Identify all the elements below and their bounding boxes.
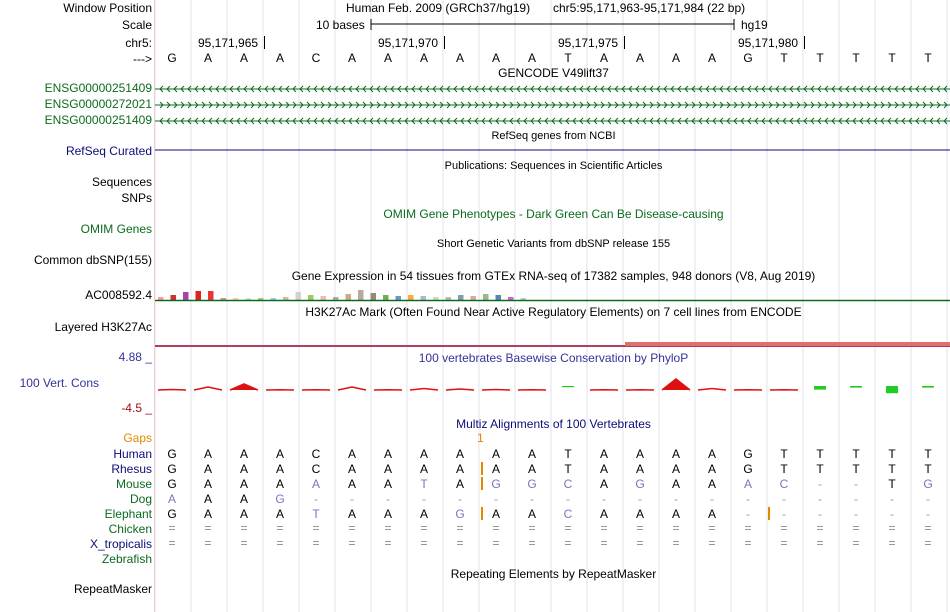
species-label[interactable]: Zebrafish <box>101 552 152 566</box>
gtex-bar[interactable] <box>308 295 314 300</box>
h3k27ac-peak[interactable] <box>625 342 950 346</box>
aligned-base: A <box>383 477 392 491</box>
aligned-base: = <box>780 522 788 536</box>
gtex-bar[interactable] <box>421 296 427 300</box>
aligned-base: - <box>782 507 786 521</box>
aligned-base: A <box>671 447 680 461</box>
aligned-base: A <box>167 492 176 506</box>
aligned-base: A <box>671 462 680 476</box>
aligned-base: = <box>276 522 284 536</box>
omim-title: OMIM Gene Phenotypes - Dark Green Can Be Disease-causing <box>383 207 724 221</box>
aligned-base: = <box>528 522 536 536</box>
gtex-bar[interactable] <box>233 298 239 300</box>
species-label[interactable]: Mouse <box>115 477 152 491</box>
ruler-tick-label: 95,171,965 <box>198 36 259 50</box>
aligned-base: = <box>708 522 716 536</box>
aligned-base: T <box>888 462 896 476</box>
aligned-base: A <box>239 462 248 476</box>
aligned-base: A <box>671 507 680 521</box>
aligned-base: A <box>419 462 428 476</box>
aligned-base: - <box>602 492 606 506</box>
base-letter: A <box>239 51 248 65</box>
aligned-base: = <box>240 522 248 536</box>
aligned-base: A <box>599 477 608 491</box>
gene-label-1[interactable]: ENSG00000251409 <box>44 81 152 95</box>
aligned-base: = <box>384 537 392 551</box>
aligned-base: A <box>635 462 644 476</box>
gtex-bar[interactable] <box>333 297 339 300</box>
base-letter: A <box>455 51 464 65</box>
aligned-base: = <box>456 522 464 536</box>
aligned-base: A <box>203 492 212 506</box>
insertion-tick <box>768 507 770 520</box>
base-letter: A <box>275 51 284 65</box>
ruler-tick-label: 95,171,975 <box>558 36 619 50</box>
species-label[interactable]: Rhesus <box>111 462 152 476</box>
aligned-base: = <box>528 537 536 551</box>
gtex-bar[interactable] <box>508 297 514 300</box>
aligned-base: = <box>888 537 896 551</box>
conservation-dip <box>886 386 898 393</box>
aligned-base: T <box>420 477 428 491</box>
species-label[interactable]: Dog <box>129 492 152 506</box>
aligned-base: G <box>923 477 933 491</box>
window-position-label: Window Position <box>63 1 152 15</box>
aligned-base: A <box>239 477 248 491</box>
gap-marker: 1 <box>477 431 484 445</box>
base-letter: A <box>203 51 212 65</box>
aligned-base: T <box>816 447 824 461</box>
aligned-base: C <box>563 477 573 491</box>
conservation-peak <box>410 389 438 391</box>
conservation-peak <box>230 384 258 390</box>
gene-label-3[interactable]: ENSG00000251409 <box>44 113 152 127</box>
base-letter: T <box>564 51 572 65</box>
strand-label: ---> <box>133 52 152 66</box>
aligned-base: T <box>780 462 788 476</box>
base-letter: C <box>311 51 321 65</box>
h3k27ac-title: H3K27Ac Mark (Often Found Near Active Regulatory Elements) on 7 cell lines from ENCODE <box>305 305 802 319</box>
aligned-base: = <box>492 522 500 536</box>
conservation-peak <box>698 389 726 391</box>
aligned-base: - <box>746 507 750 521</box>
gtex-bar[interactable] <box>458 295 464 300</box>
scale-text: 10 bases <box>316 18 365 32</box>
ruler-tick-label: 95,171,970 <box>378 36 439 50</box>
gtex-bar[interactable] <box>433 297 439 300</box>
aligned-base: = <box>708 537 716 551</box>
gtex-bar[interactable] <box>296 292 302 300</box>
aligned-base: G <box>635 477 645 491</box>
gencode-title: GENCODE V49lift37 <box>498 66 609 80</box>
aligned-base: - <box>314 492 318 506</box>
gtex-bar[interactable] <box>196 291 202 300</box>
aligned-base: C <box>311 447 321 461</box>
aligned-base: A <box>203 477 212 491</box>
aligned-base: A <box>239 447 248 461</box>
aligned-base: = <box>816 537 824 551</box>
aligned-base: C <box>311 462 321 476</box>
aligned-base: = <box>384 522 392 536</box>
aligned-base: A <box>527 447 536 461</box>
gtex-bar[interactable] <box>283 297 289 300</box>
gtex-bar[interactable] <box>358 290 364 300</box>
aligned-base: - <box>926 507 930 521</box>
aligned-base: = <box>888 522 896 536</box>
position-text: chr5:95,171,963-95,171,984 (22 bp) <box>553 1 746 15</box>
aligned-base: = <box>564 522 572 536</box>
gtex-bar[interactable] <box>483 294 489 300</box>
aligned-base: C <box>779 477 789 491</box>
gtex-title: Gene Expression in 54 tissues from GTEx RNA-seq of 17382 samples, 948 donors (V8, Aug 2019) <box>291 269 816 283</box>
aligned-base: A <box>707 507 716 521</box>
aligned-base: - <box>458 492 462 506</box>
conservation-peak <box>446 389 474 390</box>
gtex-bar[interactable] <box>521 298 527 300</box>
aligned-base: A <box>275 477 284 491</box>
base-letter: A <box>491 51 500 65</box>
h3k27ac-label[interactable]: Layered H3K27Ac <box>54 320 152 334</box>
gtex-bar[interactable] <box>371 293 377 300</box>
gtex-label[interactable]: AC008592.4 <box>85 288 152 302</box>
aligned-base: G <box>167 477 177 491</box>
aligned-base: G <box>743 462 753 476</box>
aligned-base: A <box>599 507 608 521</box>
aligned-base: - <box>674 492 678 506</box>
aligned-base: = <box>744 522 752 536</box>
aligned-base: = <box>204 537 212 551</box>
gtex-bar[interactable] <box>446 297 452 300</box>
aligned-base: - <box>854 492 858 506</box>
gtex-bar[interactable] <box>496 295 502 300</box>
cons-ymin: -4.5 _ <box>121 401 152 415</box>
aligned-base: = <box>744 537 752 551</box>
aligned-base: A <box>347 462 356 476</box>
aligned-base: = <box>636 522 644 536</box>
aligned-base: = <box>780 537 788 551</box>
aligned-base: T <box>852 462 860 476</box>
scale-label: Scale <box>121 18 152 32</box>
aligned-base: = <box>852 522 860 536</box>
aligned-base: A <box>347 447 356 461</box>
aligned-base: = <box>312 522 320 536</box>
aligned-base: A <box>347 507 356 521</box>
aligned-base: A <box>635 507 644 521</box>
aligned-base: = <box>636 537 644 551</box>
aligned-base: T <box>564 462 572 476</box>
aligned-base: T <box>924 447 932 461</box>
aligned-base: A <box>599 447 608 461</box>
base-letter: A <box>527 51 536 65</box>
gene-model-3[interactable] <box>155 118 950 124</box>
aligned-base: A <box>383 462 392 476</box>
dbsnp-title: Short Genetic Variants from dbSNP release 155 <box>436 238 671 250</box>
aligned-base: - <box>854 507 858 521</box>
aligned-base: - <box>782 492 786 506</box>
gene-model-1[interactable] <box>155 86 950 92</box>
aligned-base: - <box>422 492 426 506</box>
gtex-bar[interactable] <box>183 292 189 300</box>
aligned-base: A <box>707 477 716 491</box>
aligned-base: A <box>671 477 680 491</box>
aligned-base: = <box>168 537 176 551</box>
aligned-base: A <box>275 462 284 476</box>
aligned-base: A <box>599 462 608 476</box>
gtex-bar[interactable] <box>396 296 402 300</box>
base-letter: A <box>383 51 392 65</box>
base-letter: A <box>347 51 356 65</box>
base-letter: G <box>167 51 177 65</box>
insertion-tick <box>481 477 483 490</box>
refseq-label[interactable]: RefSeq Curated <box>65 144 152 158</box>
aligned-base: - <box>566 492 570 506</box>
base-letter: T <box>852 51 860 65</box>
aligned-base: - <box>854 477 858 491</box>
aligned-base: - <box>818 492 822 506</box>
cons-ymax: 4.88 _ <box>118 350 152 364</box>
gtex-bar[interactable] <box>158 297 164 300</box>
aligned-base: = <box>492 537 500 551</box>
aligned-base: A <box>311 477 320 491</box>
conservation-dip <box>814 386 826 390</box>
insertion-tick <box>481 507 483 520</box>
aligned-base: A <box>527 462 536 476</box>
aligned-base: = <box>204 522 212 536</box>
dbsnp-label[interactable]: Common dbSNP(155) <box>33 253 152 267</box>
aligned-base: = <box>672 522 680 536</box>
assembly-title: Human Feb. 2009 (GRCh37/hg19) <box>346 1 531 15</box>
species-label[interactable]: Elephant <box>104 507 152 521</box>
gtex-bar[interactable] <box>321 296 327 300</box>
conservation-peak <box>338 387 366 390</box>
aligned-base: A <box>239 507 248 521</box>
aligned-base: = <box>276 537 284 551</box>
base-letter: A <box>635 51 644 65</box>
gtex-bar[interactable] <box>271 298 277 300</box>
aligned-base: = <box>816 522 824 536</box>
aligned-base: G <box>491 477 501 491</box>
aligned-base: - <box>890 507 894 521</box>
gaps-label: Gaps <box>123 431 152 445</box>
base-letter: A <box>419 51 428 65</box>
aligned-base: A <box>203 447 212 461</box>
aligned-base: A <box>383 507 392 521</box>
species-label[interactable]: X_tropicalis <box>89 537 152 551</box>
gtex-bar[interactable] <box>258 298 264 300</box>
aligned-base: - <box>926 492 930 506</box>
aligned-base: G <box>167 447 177 461</box>
aligned-base: A <box>203 507 212 521</box>
aligned-base: A <box>491 507 500 521</box>
aligned-base: C <box>563 507 573 521</box>
aligned-base: A <box>347 477 356 491</box>
gtex-bar[interactable] <box>346 294 352 300</box>
aligned-base: A <box>419 507 428 521</box>
aligned-base: G <box>275 492 285 506</box>
conservation-plot[interactable] <box>158 379 934 393</box>
aligned-base: - <box>386 492 390 506</box>
chrom-label: chr5: <box>125 36 152 50</box>
species-label[interactable]: Chicken <box>108 522 152 536</box>
aligned-base: - <box>638 492 642 506</box>
conservation-title: 100 vertebrates Basewise Conservation by PhyloP <box>418 351 689 365</box>
aligned-base: = <box>420 522 428 536</box>
publications-title: Publications: Sequences in Scientific Articles <box>444 160 663 172</box>
aligned-base: = <box>924 522 932 536</box>
aligned-base: A <box>707 447 716 461</box>
gene-model-2[interactable] <box>155 102 950 108</box>
gtex-bar[interactable] <box>471 296 477 300</box>
assembly-short: hg19 <box>741 18 768 32</box>
base-letter: A <box>671 51 680 65</box>
aligned-base: A <box>203 462 212 476</box>
conservation-dip <box>850 386 862 388</box>
repeatmasker-title: Repeating Elements by RepeatMasker <box>450 567 657 581</box>
gtex-bar[interactable] <box>208 291 214 300</box>
aligned-base: = <box>240 537 248 551</box>
aligned-base: = <box>600 522 608 536</box>
aligned-base: - <box>818 477 822 491</box>
conservation-dip <box>922 386 934 388</box>
aligned-base: T <box>780 447 788 461</box>
aligned-base: T <box>888 477 896 491</box>
aligned-base: T <box>564 447 572 461</box>
aligned-base: - <box>530 492 534 506</box>
conservation-dip <box>562 386 574 387</box>
aligned-base: - <box>494 492 498 506</box>
aligned-base: = <box>924 537 932 551</box>
aligned-base: G <box>527 477 537 491</box>
aligned-base: A <box>455 447 464 461</box>
aligned-base: - <box>890 492 894 506</box>
aligned-base: = <box>348 522 356 536</box>
aligned-base: G <box>167 462 177 476</box>
gtex-bar[interactable] <box>408 295 414 300</box>
cons-label[interactable]: 100 Vert. Cons <box>19 376 99 390</box>
aligned-base: T <box>888 447 896 461</box>
aligned-base: A <box>491 462 500 476</box>
base-letter: T <box>888 51 896 65</box>
sequences-label[interactable]: Sequences <box>91 175 152 189</box>
aligned-base: A <box>491 447 500 461</box>
gene-label-2[interactable]: ENSG00000272021 <box>44 97 152 111</box>
aligned-base: A <box>455 477 464 491</box>
aligned-base: A <box>239 492 248 506</box>
aligned-base: G <box>167 507 177 521</box>
conservation-peak <box>194 387 222 390</box>
aligned-base: A <box>275 507 284 521</box>
aligned-base: = <box>600 537 608 551</box>
repeatmasker-label[interactable]: RepeatMasker <box>73 582 152 596</box>
aligned-base: = <box>852 537 860 551</box>
aligned-base: G <box>455 507 465 521</box>
aligned-base: T <box>312 507 320 521</box>
ruler-tick-label: 95,171,980 <box>738 36 799 50</box>
gtex-bar[interactable] <box>383 295 389 300</box>
aligned-base: - <box>746 492 750 506</box>
aligned-base: T <box>852 447 860 461</box>
base-letter: T <box>816 51 824 65</box>
aligned-base: = <box>564 537 572 551</box>
aligned-base: = <box>168 522 176 536</box>
conservation-peak <box>158 390 186 391</box>
aligned-base: A <box>707 462 716 476</box>
base-letter: G <box>743 51 753 65</box>
conservation-peak <box>662 379 690 390</box>
aligned-base: = <box>456 537 464 551</box>
base-letter: T <box>924 51 932 65</box>
base-letter: A <box>707 51 716 65</box>
aligned-base: T <box>924 462 932 476</box>
aligned-base: A <box>635 447 644 461</box>
multiz-title: Multiz Alignments of 100 Vertebrates <box>456 417 651 431</box>
aligned-base: A <box>419 447 428 461</box>
omim-label[interactable]: OMIM Genes <box>80 222 152 236</box>
aligned-base: A <box>275 447 284 461</box>
base-letter: A <box>599 51 608 65</box>
aligned-base: = <box>672 537 680 551</box>
insertion-tick <box>481 462 483 475</box>
aligned-base: = <box>420 537 428 551</box>
conservation-peak <box>482 390 510 391</box>
aligned-base: = <box>312 537 320 551</box>
aligned-base: - <box>710 492 714 506</box>
species-label[interactable]: Human <box>113 447 152 461</box>
gtex-bar[interactable] <box>221 298 227 300</box>
refseq-title: RefSeq genes from NCBI <box>491 130 616 142</box>
aligned-base: A <box>743 477 752 491</box>
base-letter: T <box>780 51 788 65</box>
aligned-base: A <box>455 462 464 476</box>
aligned-base: T <box>816 462 824 476</box>
gtex-bar[interactable] <box>171 295 177 300</box>
aligned-base: A <box>383 447 392 461</box>
aligned-base: G <box>743 447 753 461</box>
aligned-base: - <box>350 492 354 506</box>
aligned-base: - <box>818 507 822 521</box>
aligned-base: A <box>527 507 536 521</box>
snps-label[interactable]: SNPs <box>121 191 152 205</box>
gtex-bars[interactable] <box>158 290 526 300</box>
aligned-base: = <box>348 537 356 551</box>
